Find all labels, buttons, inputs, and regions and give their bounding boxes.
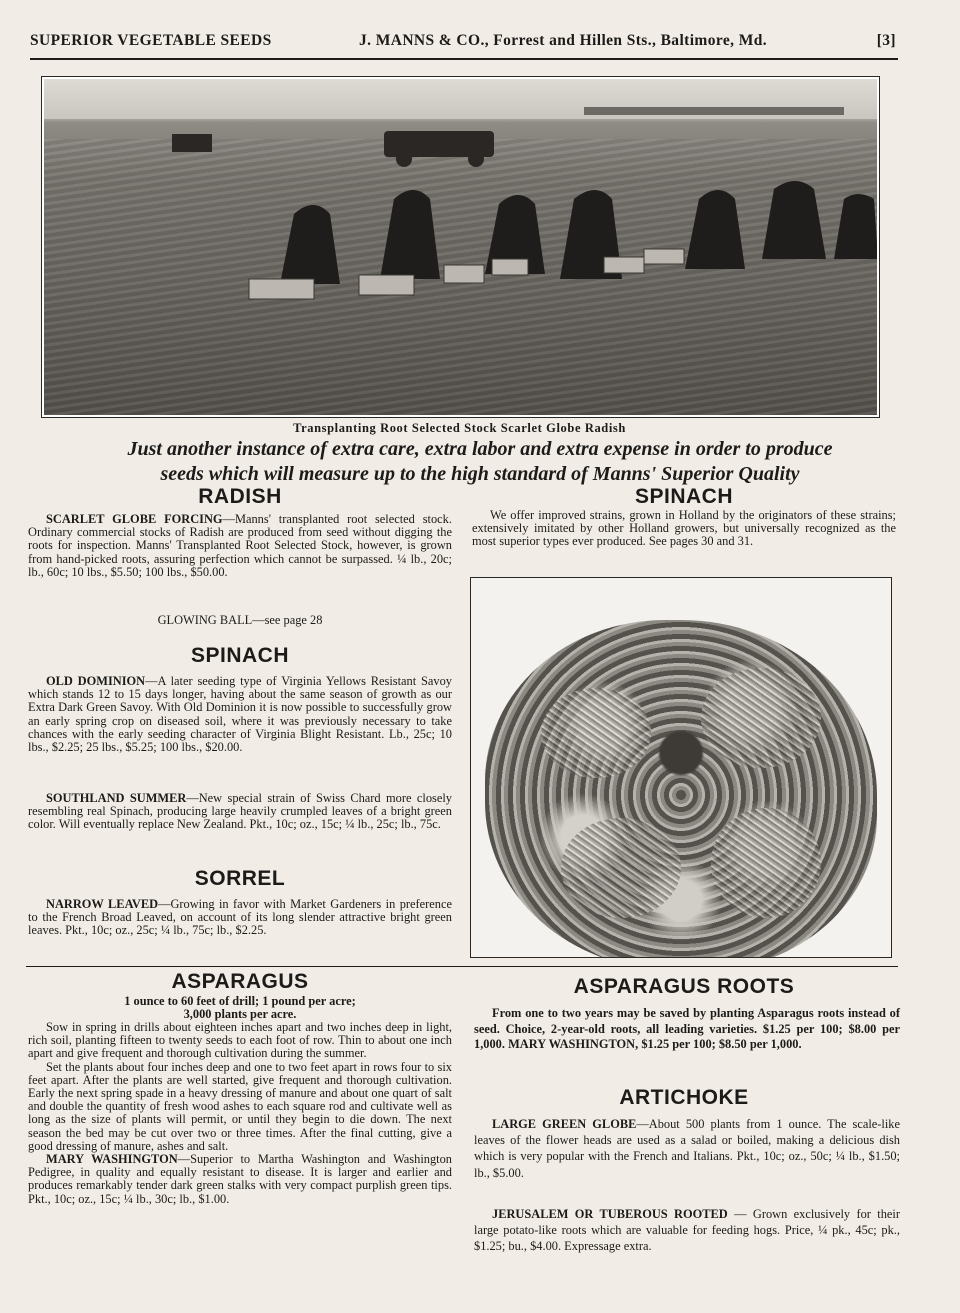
large-green-globe-entry [474,1116,900,1181]
field-image [44,79,877,415]
glowing-ball-note: GLOWING BALL—see page 28 [157,613,323,627]
spinach-holland-paragraph: We offer improved strains, grown in Holland by the originators of these strains; extensively imitated by other Holland growers, but universally recognized as the most superior types ever produced. See pages 30 and 31. [472,508,896,549]
narrow-leaved-entry [28,898,452,938]
jerusalem-name: JERUSALEM OR TUBEROUS ROOTED [492,1207,728,1221]
southland-summer-name: SOUTHLAND SUMMER [46,791,187,805]
spinach-plant-photo [470,577,892,958]
radish-heading: RADISH [198,485,282,508]
asparagus-sub-line-2: 3,000 plants per acre. [183,1007,297,1022]
mary-washington-text: —Superior to Martha Washington and Washington Pedigree, in quality and equally resistant to disease. It is larger and earlier and produces remarkably tender dark green stalks with very compact purplish green tips. Pkt., 10c; oz., 15c; ¼ lb., 30c; lb., $1.00. [28,1152,452,1206]
radish-description [28,513,452,579]
leaf-shape [711,808,821,918]
leaf-shape [701,668,821,768]
slogan [16,437,944,487]
asparagus-instructions [28,1021,452,1206]
catalog-title: SUPERIOR VEGETABLE SEEDS [30,32,272,49]
scarlet-globe-text: —Manns' transplanted root selected stock. Ordinary commercial stocks of Radish are produced from seed without digging the roots for inspection. Manns' Transplanted Root Selected Stock, however, is grown from hand-picked roots, assuring perfection which cannot be surpassed. ¼ lb., 20c; lb., 60c; 10 lbs., $5.50; 100 lbs., $50.00. [28,512,452,579]
artichoke-heading: ARTICHOKE [619,1086,749,1109]
asparagus-sowing-rate [28,995,452,1021]
spinach-right-heading: SPINACH [634,485,733,508]
asparagus-sub-line-1: 1 ounce to 60 feet of drill; 1 pound per acre; [124,994,356,1008]
asparagus-roots-description [474,1006,900,1053]
old-dominion-name: OLD DOMINION [46,674,146,688]
narrow-leaved-text: —Growing in favor with Market Gardeners in preference to the French Broad Leaved, on account of its long slender attractive bright green leaves. Pkt., 10c; oz., 25c; ¼ lb., 75c; lb., $2.25. [28,897,453,938]
asparagus-roots-heading: ASPARAGUS ROOTS [573,975,795,998]
workers-illustration [44,79,877,415]
spinach-left-heading: SPINACH [190,644,289,667]
southland-summer-entry [28,792,452,832]
spinach-holland-text [472,509,896,549]
slogan-line-1: Just another instance of extra care, extra labor and extra expense in order to produce [127,438,833,460]
company-address: J. MANNS & CO., Forrest and Hillen Sts., Baltimore, Md. [359,32,768,49]
sorrel-heading: SORREL [194,867,286,890]
radish-field-photo [41,76,880,418]
page-number: [3] [876,32,896,49]
slogan-line-2: seeds which will measure up to the high standard of Manns' Superior Quality [160,463,800,485]
asparagus-roots-text: From one to two years may be saved by planting Asparagus roots instead of seed. Choice, 2-year-old roots, all leading varieties. $1.25 per 100; $8.00 per 1,000. MARY WASHINGTON, $1.25 per 100; $8.50 per 1,000. [474,1006,900,1052]
spinach-plant-image [485,620,877,958]
asparagus-para-1: Sow in spring in drills about eighteen inches apart and two inches deep in light, rich soil, planting fifteen to twenty seeds to each foot of row. Thin to about one inch apart and give frequent and thorough cultivation during the summer. [28,1020,452,1061]
leaf-shape [541,688,651,778]
section-rule [26,966,898,967]
old-dominion-entry [28,675,452,754]
photo-caption: Transplanting Root Selected Stock Scarlet Globe Radish [293,421,626,435]
jerusalem-entry [474,1206,900,1255]
mary-washington-name: MARY WASHINGTON [46,1152,178,1167]
page-header [30,32,896,54]
header-rule [30,58,898,60]
jerusalem-text: — Grown exclusively for their large potato-like roots which are valuable for feeding hogs. Price, ¼ pk., 45c; pk., $1.25; bu., $4.00. Expressage extra. [474,1207,900,1254]
large-green-globe-text: —About 500 plants from 1 ounce. The scale-like leaves of the flower heads are used as a salad or boiled, making a delicious dish which is very popular with the French and Italians. Pkt., 10c; oz., 50c; ¼ lb., $1.50; lb., $5.00. [474,1117,900,1180]
old-dominion-text: —A later seeding type of Virginia Yellows Resistant Savoy which stands 12 to 15 days longer, having about the same season of growth as our Extra Dark Green Savoy. With Old Dominion it is now possible to successfully grow an early spring crop on diseased soil, where it was previously necessary to take chances with the early seeding character of Virginia Blight Resistant. Lb., 25c; 10 lbs., $2.25; 25 lbs., $5.25; 100 lbs., $20.00. [28,674,452,755]
asparagus-para-2: Set the plants about four inches deep and one to two feet apart in rows four to six feet apart. After the plants are well started, give frequent and thorough cultivation. Early the next spring spade in a heavy dressing of manure and about one quart of salt and double the quantity of fresh wood ashes to each square rod and cultivate well as long as the size of plants will permit, or until they begin to die down. The next season the bed may be cut over two or three times. After the final cutting, give a good dressing of manure, ashes and salt. [28,1059,452,1153]
narrow-leaved-name: NARROW LEAVED [46,897,159,911]
asparagus-heading: ASPARAGUS [171,970,309,993]
leaf-shape [561,818,681,918]
scarlet-globe-name: SCARLET GLOBE FORCING [46,512,223,526]
large-green-globe-name: LARGE GREEN GLOBE [492,1117,637,1131]
southland-summer-text: —New special strain of Swiss Chard more closely resembling real Spinach, producing large heavily crumpled leaves of a bright green color. Will eventually replace New Zealand. Pkt., 10c; oz., 15c; ¼ lb., 25c; lb., 75c. [28,791,453,832]
